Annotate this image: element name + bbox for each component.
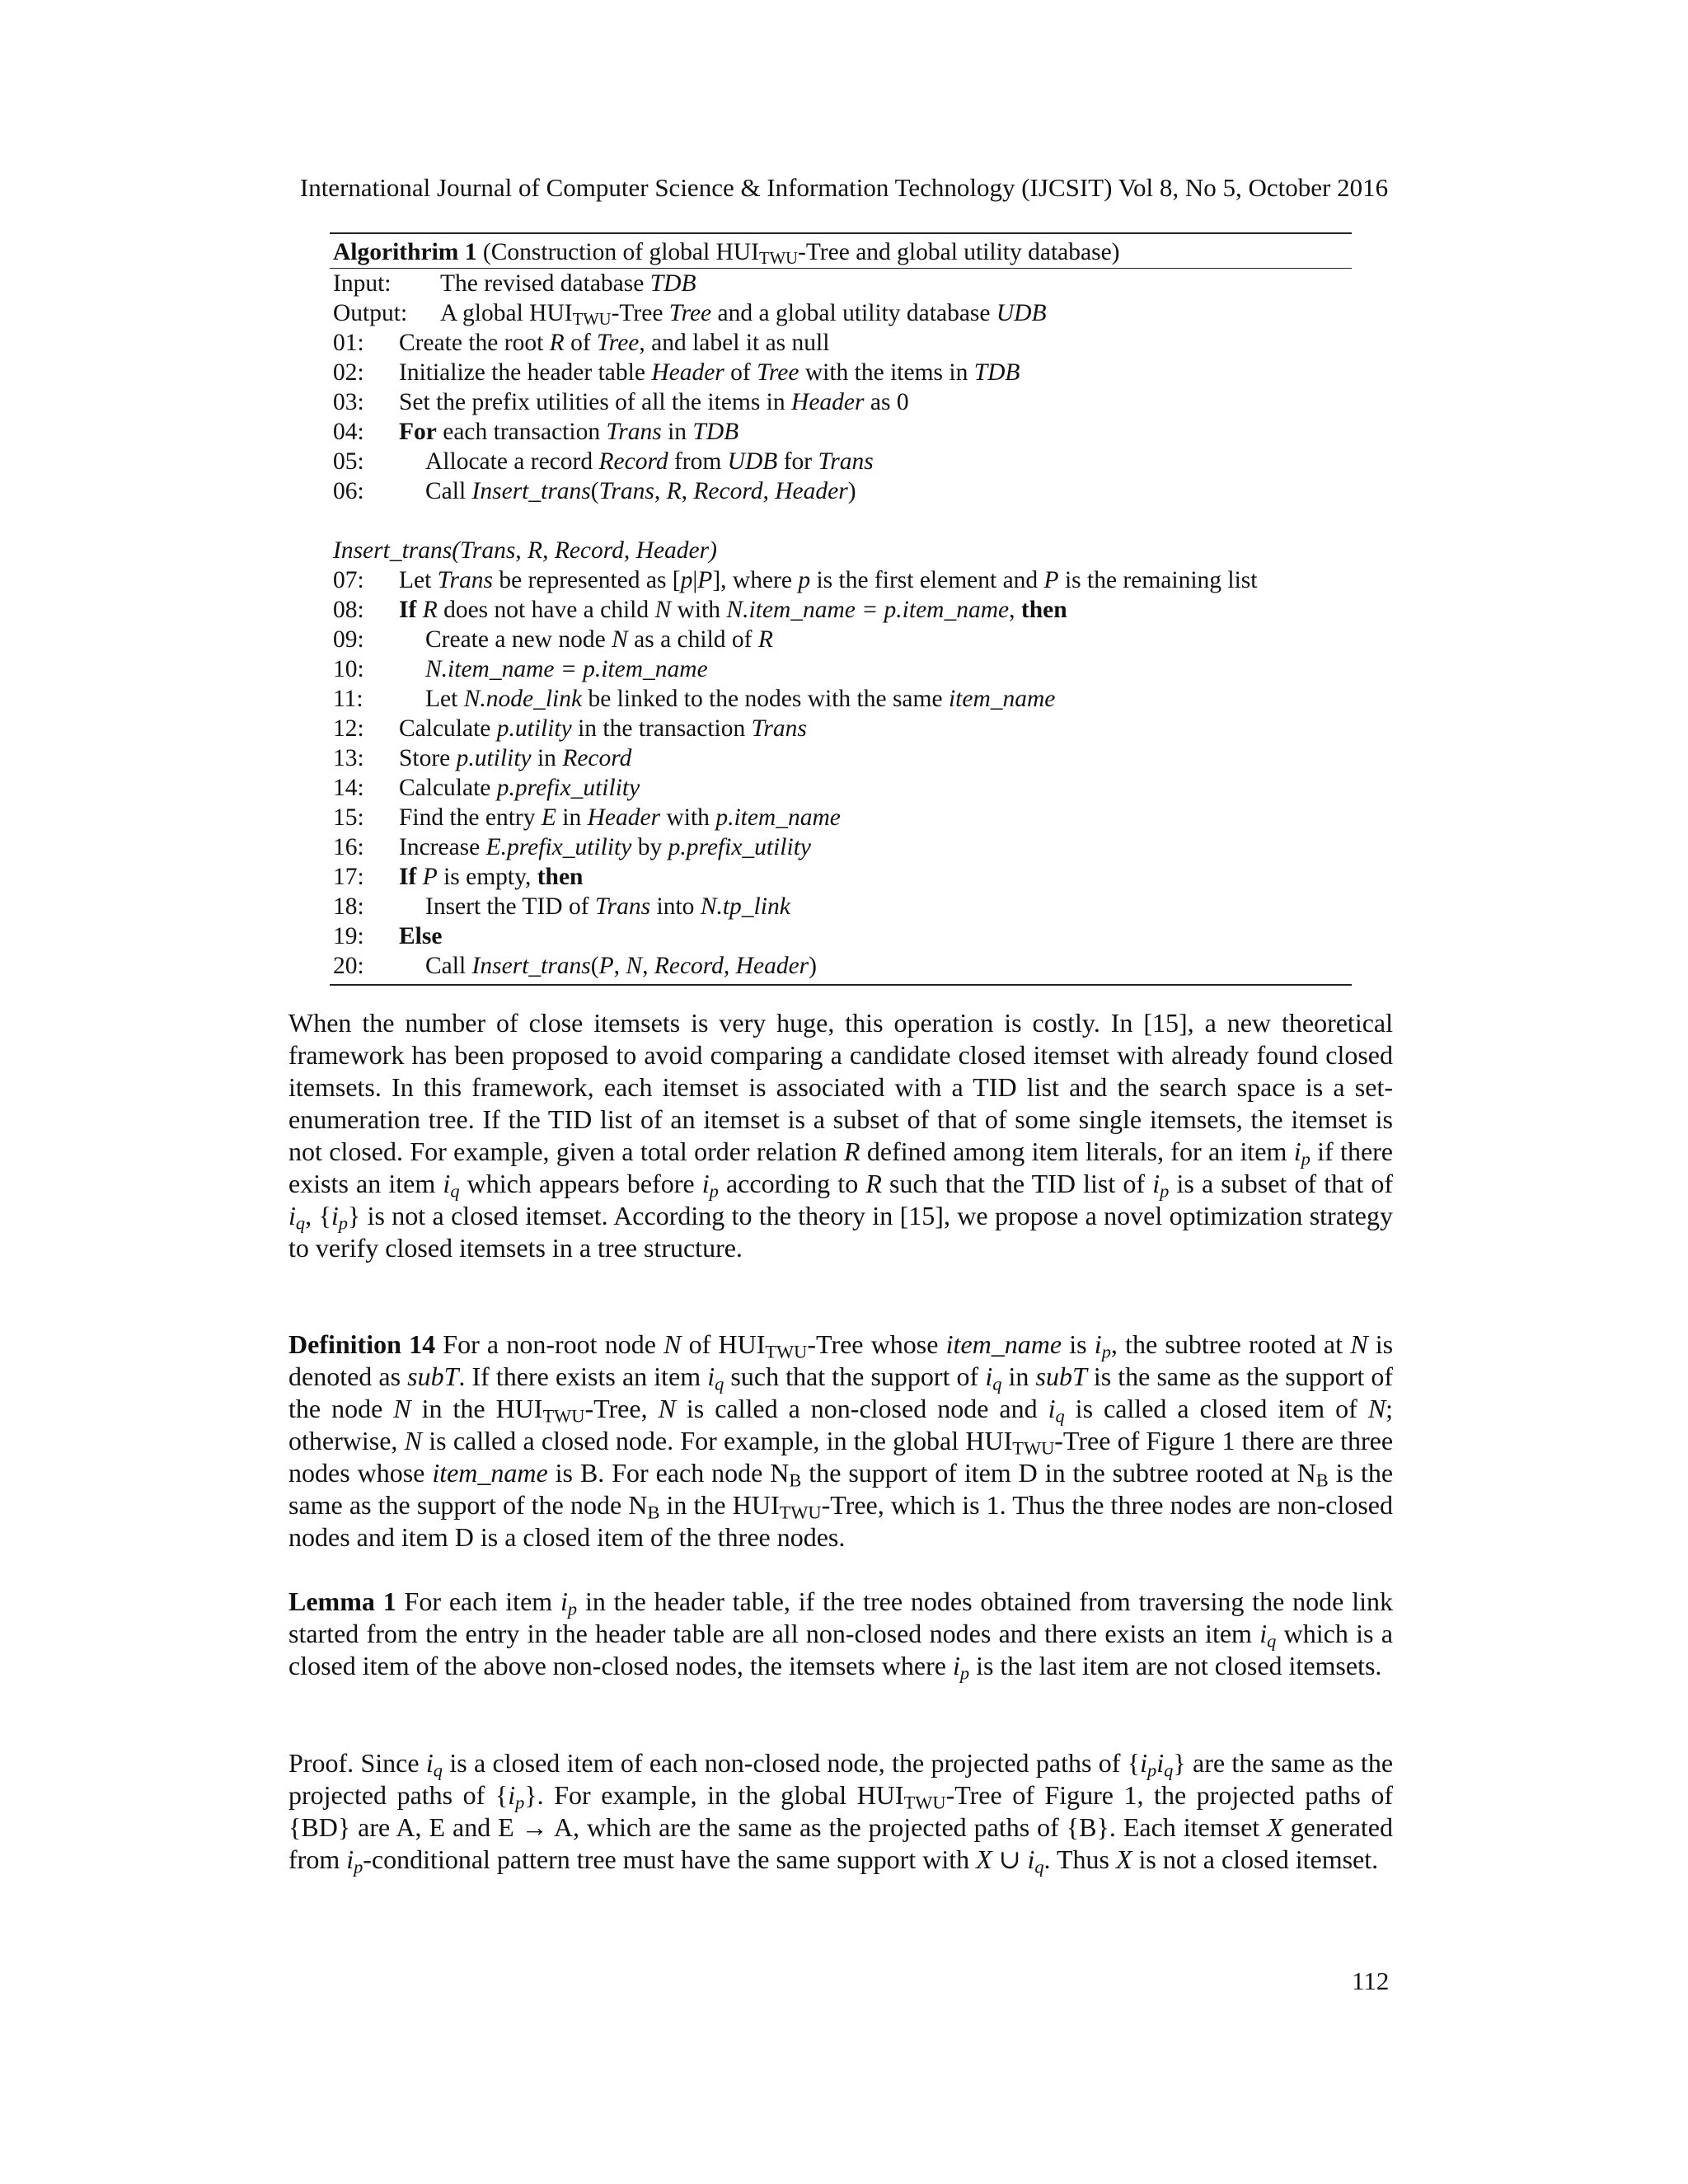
algorithm-bottom-rule (330, 984, 1352, 986)
algorithm-input: Input: The revised database TDB (333, 270, 696, 297)
algorithm-line: 02: Initialize the header table Header of Tree with the items in TDB (333, 359, 1020, 386)
paragraph-closed-itemsets: When the number of close itemsets is very huge, this operation is costly. In [15], a new theoretical framework has been proposed to avoid comparing a candidate closed itemset with already found closed itemsets. In this framework, each itemset is associated with a TID list and the search space is a set-enumeration tree. If the TID list of an itemset is a subset of that of some single itemsets, the itemset is not closed. For example, given a total order relation R defined among item literals, for an item $i_p$ if there exists an item $i_q$ which appears before $i_p$ according to R such that the TID list of $i_p$ is a subset of that of $i_q$, $\{i_p\}$ is not a closed itemset. According to the theory in [15], we propose a novel optimization strategy to verify closed itemsets in a tree structure. (288, 1008, 1394, 1263)
lemma-1: Lemma 1 For each item $i_p$ in the header table, if the tree nodes obtained from traversing the node link started from the entry in the header table are all non-closed nodes and there exists an item $i_q$ which is a closed item of the above non-closed nodes, the itemsets where $i_p$ is the last item are not closed itemsets. (288, 1586, 1394, 1684)
function-header: Insert_trans(Trans, R, Record, Header) (333, 537, 717, 564)
algorithm-line: 12: Calculate p.utility in the transaction Trans (333, 715, 807, 742)
algorithm-output: Output: A global $HUI_{TWU}$-Tree Tree and a global utility database UDB (333, 300, 1047, 330)
algorithm-line: 11: Let N.node_link be linked to the nodes with the same item_name (333, 686, 1056, 712)
algorithm-line: 06: Call Insert_trans(Trans, R, Record, Header) (333, 478, 856, 504)
algorithm-line: 04: For each transaction Trans in TDB (333, 419, 739, 445)
algorithm-line: 09: Create a new node N as a child of R (333, 626, 773, 653)
algorithm-line: 13: Store p.utility in Record (333, 745, 632, 771)
algorithm-line: 15: Find the entry E in Header with p.item_name (333, 804, 841, 831)
algorithm-line: 07: Let Trans be represented as [p|P], where p is the first element and P is the remaining list (333, 567, 1258, 593)
algorithm-line: 03: Set the prefix utilities of all the items in Header as 0 (333, 389, 909, 415)
page-number: 112 (1352, 1966, 1390, 1995)
algorithm-line: 08: If R does not have a child N with N.item_name = p.item_name, then (333, 597, 1067, 623)
algorithm-line: 14: Calculate p.prefix_utility (333, 775, 640, 801)
algorithm-line: 20: Call Insert_trans(P, N, Record, Header) (333, 953, 817, 979)
algorithm-line: 05: Allocate a record Record from UDB for Trans (333, 448, 874, 475)
proof-paragraph: Proof. Since $i_q$ is a closed item of each non-closed node, the projected paths of $\{i_pi_q\}$ are the same as the projected paths of $\{i_p\}$. For example, in the global $HUI_{TWU}$-Tree of Figure 1, the projected paths of {BD} are A, E and E → A, which are the same as the projected paths of {B}. Each itemset X generated from $i_p$-conditional pattern tree must have the same support with X ∪ $i_q$. Thus X is not a closed itemset. (288, 1748, 1394, 1877)
algorithm-line: 19: Else (333, 923, 443, 949)
algorithm-line: 18: Insert the TID of Trans into N.tp_link (333, 893, 790, 920)
algorithm-line: 01: Create the root R of Tree, and label it as null (333, 330, 830, 356)
algorithm-line: 10: N.item_name = p.item_name (333, 656, 708, 682)
definition-14: Definition 14 For a non-root node N of $HUI_{TWU}$-Tree whose item_name is $i_p$, the subtree rooted at N is denoted as subT. If there exists an item $i_q$ such that the support of $i_q$ in subT is the same as the support of the node N in the $HUI_{TWU}$-Tree, N is called a non-closed node and $i_q$ is called a closed item of N; otherwise, N is called a closed node. For example, in the global $HUI_{TWU}$-Tree of Figure 1 there are three nodes whose item_name is B. For each node $N_B$ the support of item D in the subtree rooted at $N_B$ is the same as the support of the node $N_B$ in the $HUI_{TWU}$-Tree, which is 1. Thus the three nodes are non-closed nodes and item D is a closed item of the three nodes. (288, 1329, 1394, 1552)
journal-header: International Journal of Computer Science & Information Technology (IJCSIT) Vol 8, No 5, October 2016 (299, 173, 1389, 202)
algorithm-line: 16: Increase E.prefix_utility by p.prefix_utility (333, 834, 811, 860)
algorithm-box (330, 232, 1352, 986)
algorithm-title: Algorithrim 1 (Construction of global $HUI_{TWU}$-Tree and global utility database) (333, 239, 1120, 269)
algorithm-line: 17: If P is empty, then (333, 864, 584, 890)
